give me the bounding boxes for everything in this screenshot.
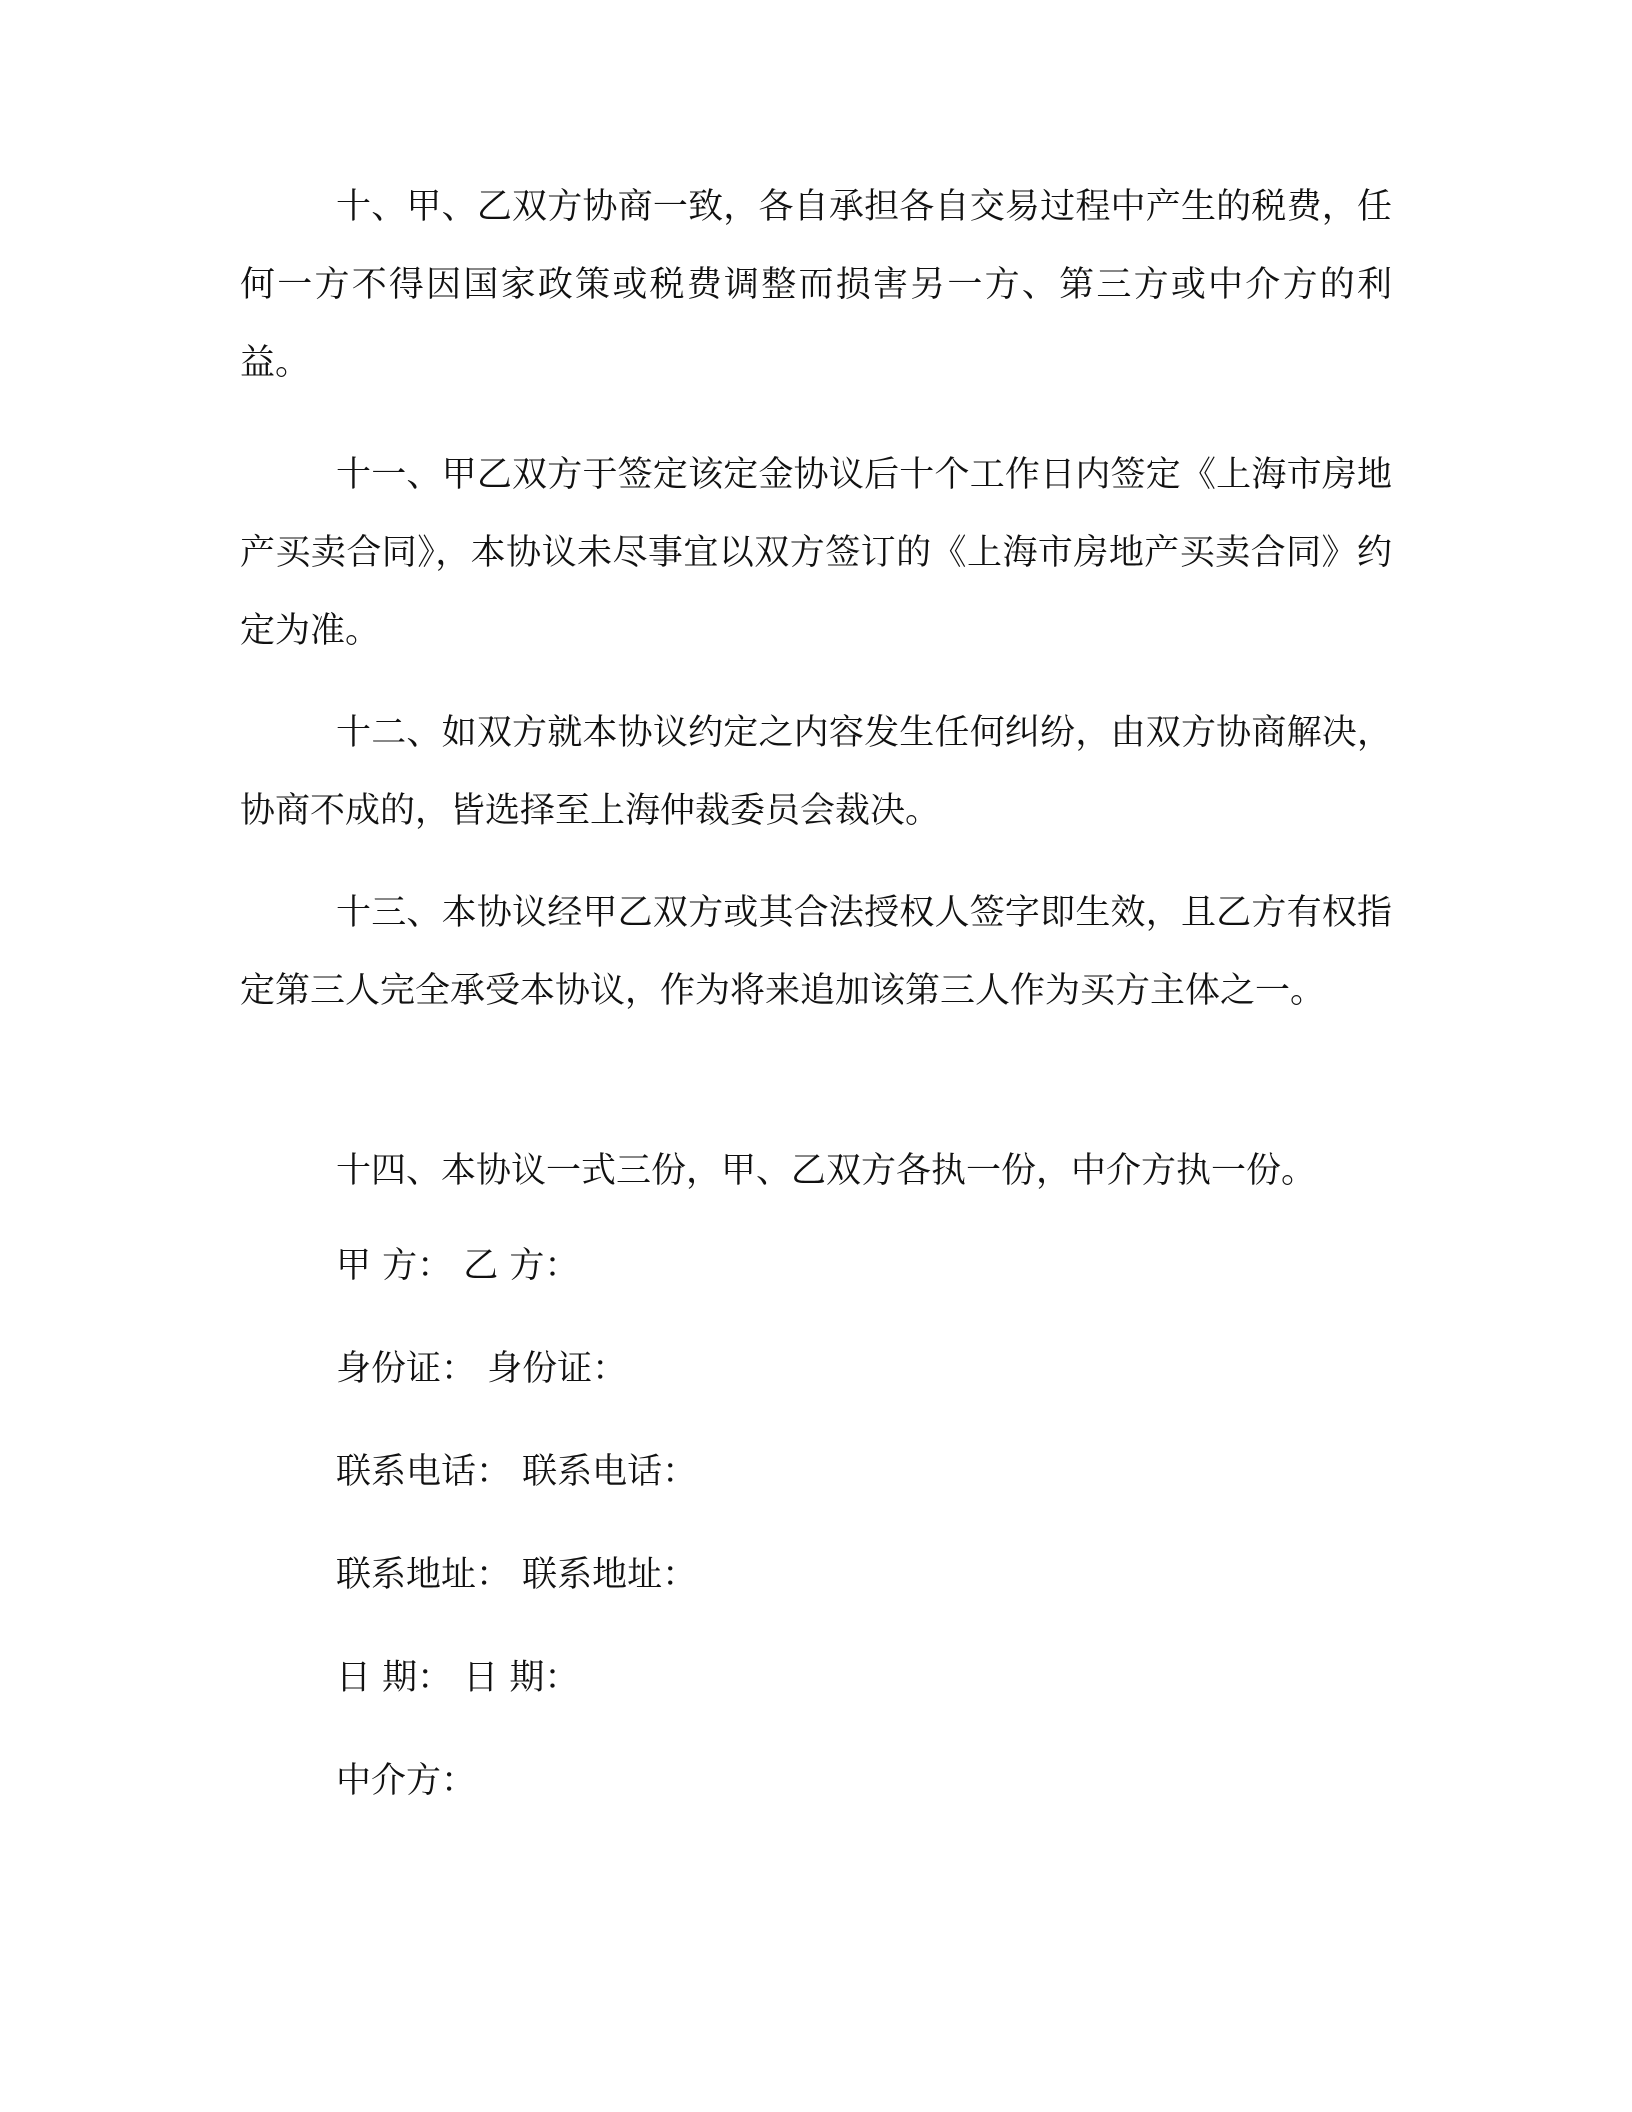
clause-13 bbox=[240, 874, 1392, 1030]
clause-text: 十二、如双方就本协议约定之内容发生任何纠纷，由双方协商解决，协商不成的，皆选择至上海仲裁委员会裁决。 bbox=[240, 713, 1392, 831]
clause-text: 十三、本协议经甲乙双方或其合法授权人签字即生效，且乙方有权指定第三人完全承受本协议，作为将来追加该第三人作为买方主体之一。 bbox=[240, 893, 1392, 1011]
clause-11 bbox=[240, 436, 1392, 670]
clause-text: 十四、本协议一式三份，甲、乙双方各执一份，中介方执一份。 bbox=[336, 1151, 1317, 1191]
clause-text: 十、甲、乙双方协商一致，各自承担各自交易过程中产生的税费，任何一方不得因国家政策或税费调整而损害另一方、第三方或中介方的利益。 bbox=[240, 187, 1392, 383]
clause-12 bbox=[240, 694, 1392, 850]
clause-text: 十一、甲乙双方于签定该定金协议后十个工作日内签定《上海市房地产买卖合同》，本协议未尽事宜以双方签订的《上海市房地产买卖合同》约定为准。 bbox=[240, 455, 1392, 651]
clause-14 bbox=[240, 1132, 1392, 1210]
phone-line: 联系电话： 联系电话： bbox=[336, 1452, 698, 1492]
id-card-line: 身份证： 身份证： bbox=[336, 1349, 628, 1389]
agent-line: 中介方： bbox=[336, 1761, 477, 1801]
date-line: 日 期： 日 期： bbox=[336, 1658, 580, 1698]
clause-10 bbox=[240, 168, 1392, 402]
parties-line: 甲 方： 乙 方： bbox=[336, 1246, 580, 1286]
address-line: 联系地址： 联系地址： bbox=[336, 1555, 698, 1595]
